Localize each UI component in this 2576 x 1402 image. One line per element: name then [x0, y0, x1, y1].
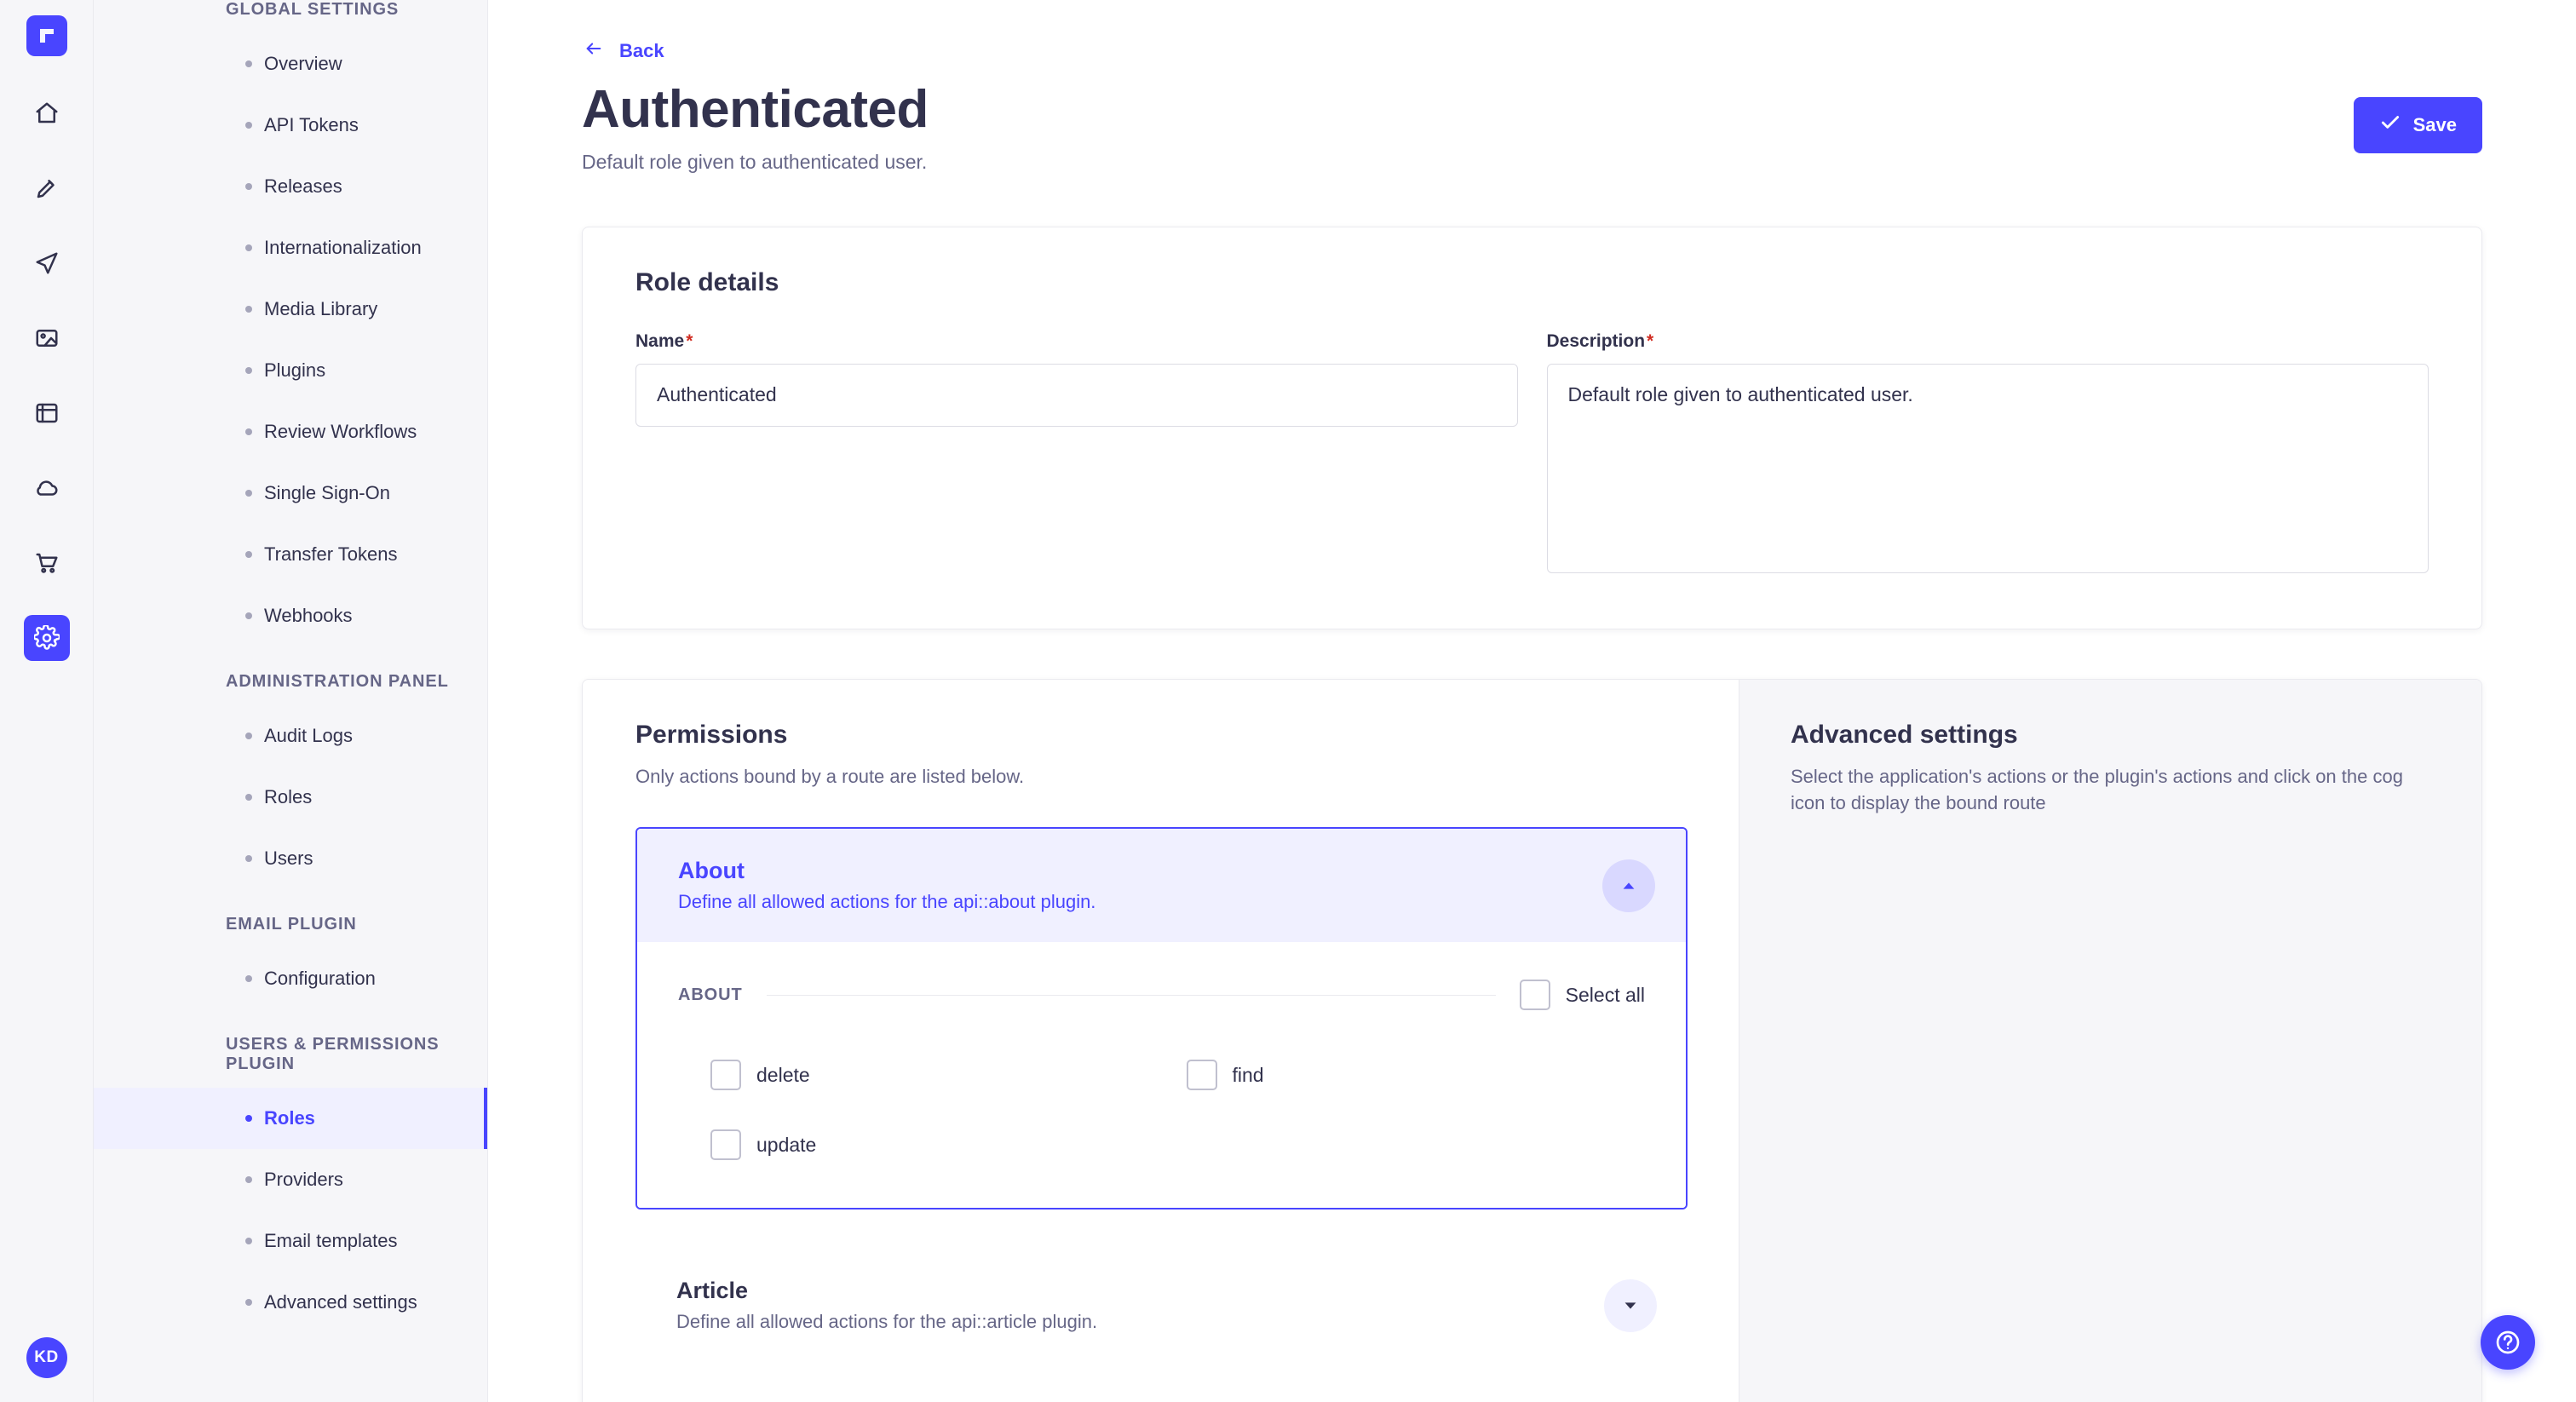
bullet-icon — [245, 490, 252, 497]
nav-group-administration-panel — [94, 650, 487, 889]
bullet-icon — [245, 367, 252, 374]
permissions-subtitle: Only actions bound by a route are listed below. — [635, 765, 1025, 787]
nav-group-users-permissions-plugin — [94, 1013, 487, 1333]
advanced-settings-description: Select the application's actions or the plugin's actions and click on the cog icon to display the bound route — [1791, 765, 2403, 814]
settings-sidebar — [94, 0, 488, 1402]
permission-group-header — [678, 980, 1645, 1010]
permission-label: delete — [756, 1063, 810, 1086]
page-title: Authenticated — [582, 80, 929, 139]
bullet-icon — [245, 855, 252, 862]
sidebar-item-label: API Tokens — [264, 114, 359, 135]
arrow-left-icon — [582, 39, 606, 63]
sidebar-item-label: Media Library — [264, 298, 378, 319]
sidebar-item-api-tokens[interactable] — [94, 95, 487, 156]
permission-accordion-about — [635, 827, 1688, 1210]
sidebar-item-advanced-settings[interactable] — [94, 1272, 487, 1333]
role-details-panel — [582, 227, 2482, 629]
sidebar-item-label: Roles — [264, 1107, 315, 1129]
bullet-icon — [245, 551, 252, 558]
save-label: Save — [2412, 114, 2457, 135]
description-textarea[interactable] — [1547, 364, 2429, 573]
main-icon-rail — [0, 0, 94, 1402]
strapi-logo[interactable] — [26, 15, 67, 56]
name-label — [635, 331, 1518, 352]
accordion-header-about[interactable] — [637, 829, 1686, 942]
save-button[interactable] — [2354, 97, 2482, 153]
sidebar-item-audit-logs[interactable] — [94, 705, 487, 767]
bullet-icon — [245, 1299, 252, 1306]
bullet-icon — [245, 244, 252, 251]
sidebar-item-label: Advanced settings — [264, 1291, 417, 1313]
sidebar-item-review-workflows[interactable] — [94, 401, 487, 463]
check-icon — [2379, 112, 2401, 139]
nav-group-title: GLOBAL SETTINGS — [226, 0, 400, 19]
sidebar-item-internationalization[interactable] — [94, 217, 487, 279]
checkbox[interactable] — [1187, 1060, 1217, 1090]
content-manager-icon[interactable] — [24, 165, 70, 211]
bullet-icon — [245, 975, 252, 982]
sidebar-item-label: Review Workflows — [264, 421, 417, 442]
bullet-icon — [245, 428, 252, 435]
bullet-icon — [245, 183, 252, 190]
sidebar-item-configuration[interactable] — [94, 948, 487, 1009]
divider — [767, 995, 1496, 996]
back-link[interactable] — [582, 39, 664, 63]
sidebar-item-label: Webhooks — [264, 605, 353, 626]
avatar[interactable]: KD — [26, 1337, 67, 1378]
required-marker: * — [686, 330, 693, 351]
sidebar-item-releases[interactable] — [94, 156, 487, 217]
permission-label: find — [1232, 1063, 1264, 1086]
help-icon[interactable] — [2481, 1315, 2535, 1370]
sidebar-item-label: Users — [264, 848, 313, 869]
sidebar-item-roles[interactable] — [94, 1088, 487, 1149]
permissions-title: Permissions — [635, 720, 788, 749]
chevron-down-icon[interactable] — [1604, 1279, 1657, 1332]
nav-group-global-settings — [94, 0, 487, 646]
permission-checkbox-delete[interactable] — [710, 1060, 1170, 1090]
checkbox[interactable] — [710, 1129, 741, 1160]
advanced-settings-title: Advanced settings — [1791, 720, 2018, 749]
sidebar-item-label: Internationalization — [264, 237, 422, 258]
sidebar-item-transfer-tokens[interactable] — [94, 524, 487, 585]
permissions-column — [583, 680, 1739, 1402]
sidebar-item-label: Providers — [264, 1169, 343, 1190]
select-all-control[interactable] — [1520, 980, 1645, 1010]
description-label — [1547, 331, 2429, 352]
accordion-description: Define all allowed actions for the api::article plugin. — [676, 1311, 1098, 1333]
marketplace-icon[interactable] — [24, 540, 70, 586]
nav-group-title: ADMINISTRATION PANEL — [226, 672, 449, 691]
permission-actions-grid — [678, 1060, 1645, 1160]
permission-group-label: ABOUT — [678, 985, 743, 1004]
accordion-body-about — [637, 942, 1686, 1208]
sidebar-item-webhooks[interactable] — [94, 585, 487, 646]
advanced-settings-column — [1739, 680, 2481, 1402]
sidebar-item-label: Configuration — [264, 968, 376, 989]
select-all-label: Select all — [1565, 983, 1645, 1006]
sidebar-item-media-library[interactable] — [94, 279, 487, 340]
bullet-icon — [245, 60, 252, 67]
nav-group-title: USERS & PERMISSIONS PLUGIN — [226, 1035, 440, 1073]
media-library-icon[interactable] — [24, 315, 70, 361]
bullet-icon — [245, 1238, 252, 1244]
sidebar-item-email-templates[interactable] — [94, 1210, 487, 1272]
bullet-icon — [245, 306, 252, 313]
accordion-name: Article — [676, 1278, 749, 1304]
sidebar-item-label: Email templates — [264, 1230, 398, 1251]
select-all-checkbox[interactable] — [1520, 980, 1550, 1010]
sidebar-item-admin-users[interactable] — [94, 828, 487, 889]
bullet-icon — [245, 1176, 252, 1183]
back-label: Back — [619, 40, 664, 61]
bullet-icon — [245, 794, 252, 801]
name-label-text: Name — [635, 330, 685, 351]
permission-checkbox-update[interactable] — [710, 1129, 1170, 1160]
cloud-icon[interactable] — [24, 465, 70, 511]
sidebar-item-label: Plugins — [264, 359, 326, 381]
sidebar-item-label: Overview — [264, 53, 342, 74]
sidebar-item-label: Roles — [264, 786, 313, 807]
sidebar-item-providers[interactable] — [94, 1149, 487, 1210]
description-field-group — [1547, 331, 2429, 577]
name-input[interactable] — [635, 364, 1518, 427]
bullet-icon — [245, 122, 252, 129]
role-details-title: Role details — [635, 267, 779, 296]
permission-checkbox-find[interactable] — [1187, 1060, 1646, 1090]
sidebar-item-overview[interactable] — [94, 33, 487, 95]
sidebar-item-label: Audit Logs — [264, 725, 353, 746]
name-field-group — [635, 331, 1518, 577]
documentation-icon[interactable] — [24, 390, 70, 436]
description-label-text: Description — [1546, 330, 1646, 351]
sidebar-item-plugins[interactable] — [94, 340, 487, 401]
permission-label: update — [756, 1133, 817, 1156]
sidebar-item-label: Single Sign-On — [264, 482, 390, 503]
accordion-description: Define all allowed actions for the api::about plugin. — [678, 891, 1096, 913]
permission-accordion-article[interactable] — [635, 1245, 1688, 1365]
bullet-icon — [245, 1115, 252, 1122]
accordion-name: About — [678, 858, 745, 884]
sidebar-item-admin-roles[interactable] — [94, 767, 487, 828]
nav-group-title: EMAIL PLUGIN — [226, 915, 357, 934]
page-subtitle: Default role given to authenticated user. — [582, 150, 928, 173]
nav-group-email-plugin — [94, 893, 487, 1009]
bullet-icon — [245, 733, 252, 739]
page-header — [582, 82, 2482, 174]
required-marker: * — [1647, 330, 1654, 351]
sidebar-item-single-sign-on[interactable] — [94, 463, 487, 524]
bullet-icon — [245, 612, 252, 619]
home-icon[interactable] — [24, 90, 70, 136]
main-content — [488, 0, 2576, 1402]
sidebar-item-label: Releases — [264, 175, 342, 197]
settings-icon[interactable] — [24, 615, 70, 661]
permissions-section — [582, 679, 2482, 1402]
content-type-builder-icon[interactable] — [24, 240, 70, 286]
chevron-up-icon[interactable] — [1602, 859, 1655, 912]
sidebar-item-label: Transfer Tokens — [264, 543, 398, 565]
checkbox[interactable] — [710, 1060, 741, 1090]
